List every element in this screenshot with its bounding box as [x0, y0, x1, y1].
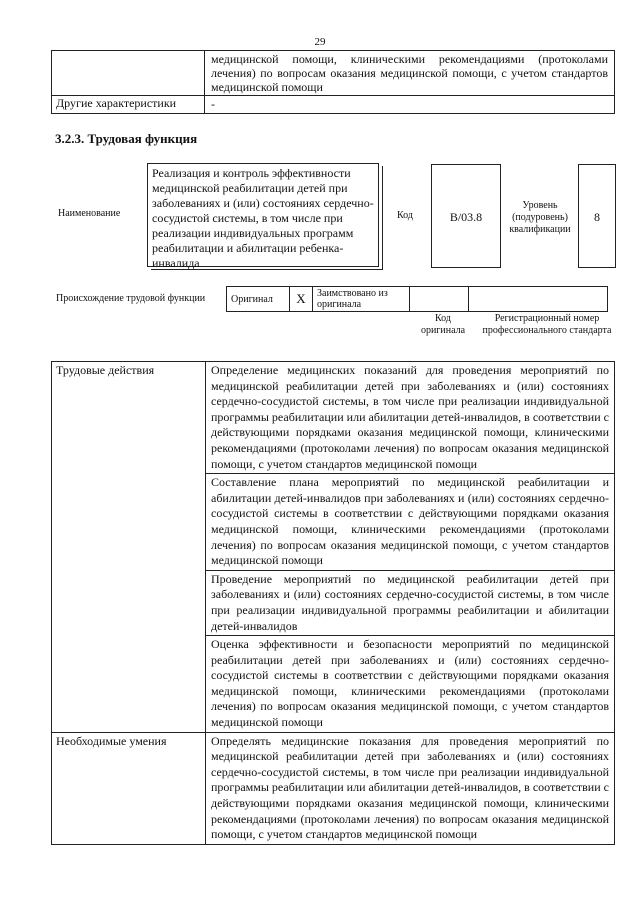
function-details-table	[51, 361, 615, 845]
required-skill-item: Определять медицинские показания для проведения мероприятий по медицинской реабилитации детей при заболеваниях и (или) состояниях сердечно-сосудистой системы, в том числе при реализации индивидуальной программы реабилитации или абилитации детей-инвалидов, в соответствии с действующими порядками оказания медицинской помощи, клиническими рекомендациями (протоколами лечения) по вопросам оказания медицинской помощи, с учетом стандартов медицинской помощи	[206, 732, 615, 844]
original-mark: X	[290, 287, 313, 312]
continuation-label-cell	[52, 51, 205, 96]
function-name: Реализация и контроль эффективности медицинской реабилитации детей при заболеваниях и (или) состояниях сердечно-сосудистой системы, в том числе при реализации индивидуальных программ реабилитации и абилитации ребенка-инвалида	[147, 163, 379, 267]
labor-actions-label: Трудовые действия	[52, 362, 206, 733]
reg-number-label: Регистрационный номер профессионального стандарта	[482, 313, 612, 336]
page-number: 29	[314, 36, 326, 48]
original-label: Оригинал	[227, 287, 290, 312]
continuation-text: медицинской помощи, клиническими рекомендациями (протоколами лечения) по вопросам оказания медицинской помощи, с учетом стандартов медицинской помощи	[205, 51, 615, 96]
borrowed-label: Заимствовано из оригинала	[313, 287, 410, 312]
continuation-table	[51, 50, 615, 114]
other-characteristics-label: Другие характеристики	[52, 96, 205, 114]
origin-label: Происхождение трудовой функции	[56, 293, 206, 304]
level-value: 8	[578, 164, 616, 268]
code-label: Код	[397, 210, 413, 221]
labor-action-item: Определение медицинских показаний для проведения мероприятий по медицинской реабилитации детей при заболеваниях и (или) состояниях сердечно-сосудистой системы, в том числе при реализации индивидуальной программы реабилитации или абилитации детей-инвалидов, в соответствии с действующими порядками оказания медицинской помощи, клиническими рекомендациями (протоколами лечения) по вопросам оказания медицинской помощи, с учетом стандартов медицинской помощи	[206, 362, 615, 474]
labor-action-item: Оценка эффективности и безопасности мероприятий по медицинской реабилитации детей при заболеваниях и (или) состояниях сердечно-сосудистой системы в соответствии с действующими порядками оказания медицинской помощи, клиническими рекомендациями (протоколами лечения) по вопросам оказания медицинской помощи, с учетом стандартов медицинской помощи	[206, 636, 615, 733]
level-label: Уровень (подуровень) квалификации	[509, 200, 571, 235]
required-skills-label: Необходимые умения	[52, 732, 206, 844]
origin-table	[226, 286, 608, 312]
other-characteristics-value: -	[205, 96, 615, 114]
code-value: В/03.8	[431, 164, 501, 268]
reg-number-cell	[469, 287, 608, 312]
code-original-label: Код оригинала	[420, 313, 466, 336]
labor-action-item: Составление плана мероприятий по медицинской реабилитации и абилитации детей-инвалидов при заболеваниях и (или) состояниях сердечно-сосудистой системы в соответствии с действующими порядками оказания медицинской помощи, клиническими рекомендациями (протоколами лечения) по вопросам оказания медицинской помощи, с учетом стандартов медицинской помощи	[206, 474, 615, 571]
labor-action-item: Проведение мероприятий по медицинской реабилитации детей при заболеваниях и (или) состояниях сердечно-сосудистой системы, в том числе при реализации индивидуальной программы реабилитации и абилитации детей-инвалидов	[206, 570, 615, 635]
name-label: Наименование	[58, 208, 121, 219]
code-original-cell	[410, 287, 469, 312]
section-heading: 3.2.3. Трудовая функция	[55, 131, 198, 146]
